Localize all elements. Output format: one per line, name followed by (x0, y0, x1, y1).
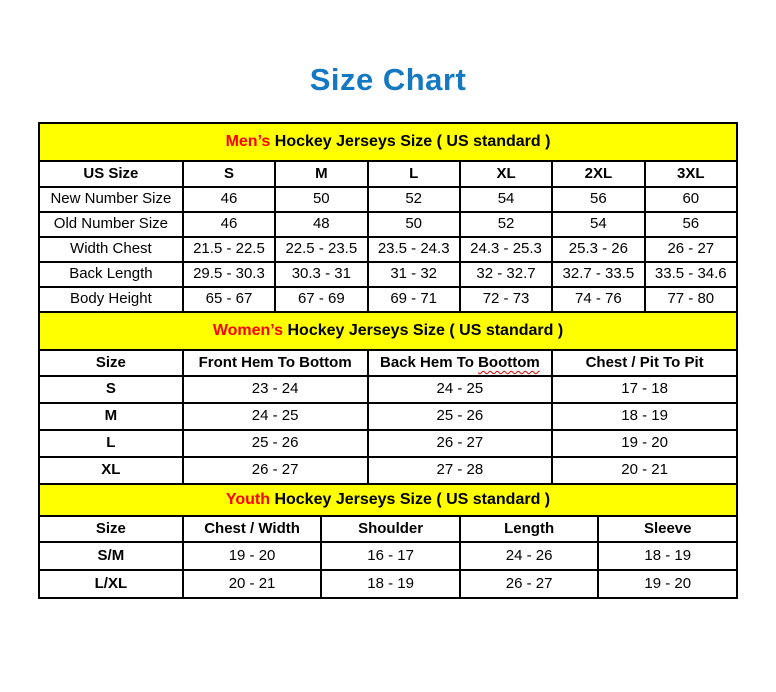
column-header: Length (460, 516, 599, 542)
table-cell: 24 - 26 (460, 542, 599, 570)
table-cell: 18 - 19 (321, 570, 460, 598)
row-label: Body Height (39, 287, 183, 312)
table-row (39, 376, 737, 403)
table-cell: 21.5 - 22.5 (183, 237, 275, 262)
table-cell: 56 (552, 187, 644, 212)
table-cell: 46 (183, 187, 275, 212)
row-label: L (39, 430, 183, 457)
table-cell: 50 (275, 187, 367, 212)
column-header: L (368, 161, 460, 187)
column-header: Sleeve (598, 516, 737, 542)
column-header: Chest / Width (183, 516, 322, 542)
column-header: Size (39, 516, 183, 542)
table-row (39, 237, 737, 262)
row-label: Old Number Size (39, 212, 183, 237)
section-band-cell (39, 123, 737, 161)
band-rest-text: Hockey Jerseys Size ( US standard ) (270, 133, 551, 151)
table-row (39, 287, 737, 312)
table-cell: 17 - 18 (552, 376, 737, 403)
page-title: Size Chart (309, 62, 467, 97)
table-row (39, 187, 737, 212)
table-cell: 48 (275, 212, 367, 237)
youth-header-row (39, 516, 737, 542)
table-cell: 74 - 76 (552, 287, 644, 312)
column-header: Size (39, 350, 183, 376)
column-header: M (275, 161, 367, 187)
column-header: Chest / Pit To Pit (552, 350, 737, 376)
table-cell: 24.3 - 25.3 (460, 237, 552, 262)
column-header: XL (460, 161, 552, 187)
table-cell: 65 - 67 (183, 287, 275, 312)
table-cell: 26 - 27 (645, 237, 737, 262)
table-cell: 33.5 - 34.6 (645, 262, 737, 287)
table-cell: 19 - 20 (598, 570, 737, 598)
column-header: Front Hem To Bottom (183, 350, 368, 376)
band-highlight-word: Women’s (212, 322, 284, 340)
row-label: Width Chest (39, 237, 183, 262)
table-row (39, 212, 737, 237)
table-cell: 19 - 20 (552, 430, 737, 457)
band-highlight-word: Men’s (225, 133, 271, 151)
table-cell: 52 (460, 212, 552, 237)
size-tables (38, 122, 738, 599)
table-row (39, 262, 737, 287)
table-cell: 23 - 24 (183, 376, 368, 403)
column-header: Shoulder (321, 516, 460, 542)
table-row (39, 403, 737, 430)
table-cell: 32 - 32.7 (460, 262, 552, 287)
table-cell: 25 - 26 (183, 430, 368, 457)
mens-size-table (38, 122, 738, 313)
table-cell: 26 - 27 (460, 570, 599, 598)
table-cell: 29.5 - 30.3 (183, 262, 275, 287)
table-cell: 67 - 69 (275, 287, 367, 312)
row-label: New Number Size (39, 187, 183, 212)
table-cell: 54 (460, 187, 552, 212)
table-cell: 30.3 - 31 (275, 262, 367, 287)
table-cell: 52 (368, 187, 460, 212)
row-label: S/M (39, 542, 183, 570)
table-cell: 60 (645, 187, 737, 212)
row-label: M (39, 403, 183, 430)
table-cell: 77 - 80 (645, 287, 737, 312)
table-cell: 22.5 - 23.5 (275, 237, 367, 262)
table-cell: 26 - 27 (368, 430, 553, 457)
table-cell: 72 - 73 (460, 287, 552, 312)
table-row (39, 542, 737, 570)
youth-size-table (38, 483, 738, 599)
womens-header-row (39, 350, 737, 376)
column-header-text: Back Hem To (380, 353, 479, 371)
table-cell: 23.5 - 24.3 (368, 237, 460, 262)
table-cell: 24 - 25 (368, 376, 553, 403)
table-cell: 56 (645, 212, 737, 237)
mens-header-row (39, 161, 737, 187)
table-cell: 32.7 - 33.5 (552, 262, 644, 287)
column-header: 2XL (552, 161, 644, 187)
band-rest-text: Hockey Jerseys Size ( US standard ) (283, 322, 564, 340)
youth-section-band (39, 484, 737, 516)
table-cell: 16 - 17 (321, 542, 460, 570)
table-cell: 24 - 25 (183, 403, 368, 430)
table-cell: 25.3 - 26 (552, 237, 644, 262)
table-row (39, 570, 737, 598)
column-header: US Size (39, 161, 183, 187)
column-header: 3XL (645, 161, 737, 187)
section-band-cell (39, 484, 737, 516)
table-cell: 18 - 19 (552, 403, 737, 430)
table-cell: 20 - 21 (552, 457, 737, 484)
mens-section-band (39, 123, 737, 161)
row-label: S (39, 376, 183, 403)
table-row (39, 430, 737, 457)
misspelled-word: Boottom (478, 353, 540, 371)
table-cell: 50 (368, 212, 460, 237)
womens-size-table (38, 311, 738, 485)
row-label: XL (39, 457, 183, 484)
column-header: S (183, 161, 275, 187)
table-cell: 26 - 27 (183, 457, 368, 484)
table-cell: 19 - 20 (183, 542, 322, 570)
band-highlight-word: Youth (225, 491, 270, 509)
table-cell: 46 (183, 212, 275, 237)
table-cell: 18 - 19 (598, 542, 737, 570)
table-cell: 31 - 32 (368, 262, 460, 287)
table-cell: 69 - 71 (368, 287, 460, 312)
table-cell: 27 - 28 (368, 457, 553, 484)
table-cell: 54 (552, 212, 644, 237)
row-label: Back Length (39, 262, 183, 287)
table-cell: 20 - 21 (183, 570, 322, 598)
band-rest-text: Hockey Jerseys Size ( US standard ) (270, 491, 551, 509)
table-row (39, 457, 737, 484)
womens-section-band (39, 312, 737, 350)
table-cell: 25 - 26 (368, 403, 553, 430)
section-band-cell (39, 312, 737, 350)
row-label: L/XL (39, 570, 183, 598)
column-header (368, 350, 553, 376)
